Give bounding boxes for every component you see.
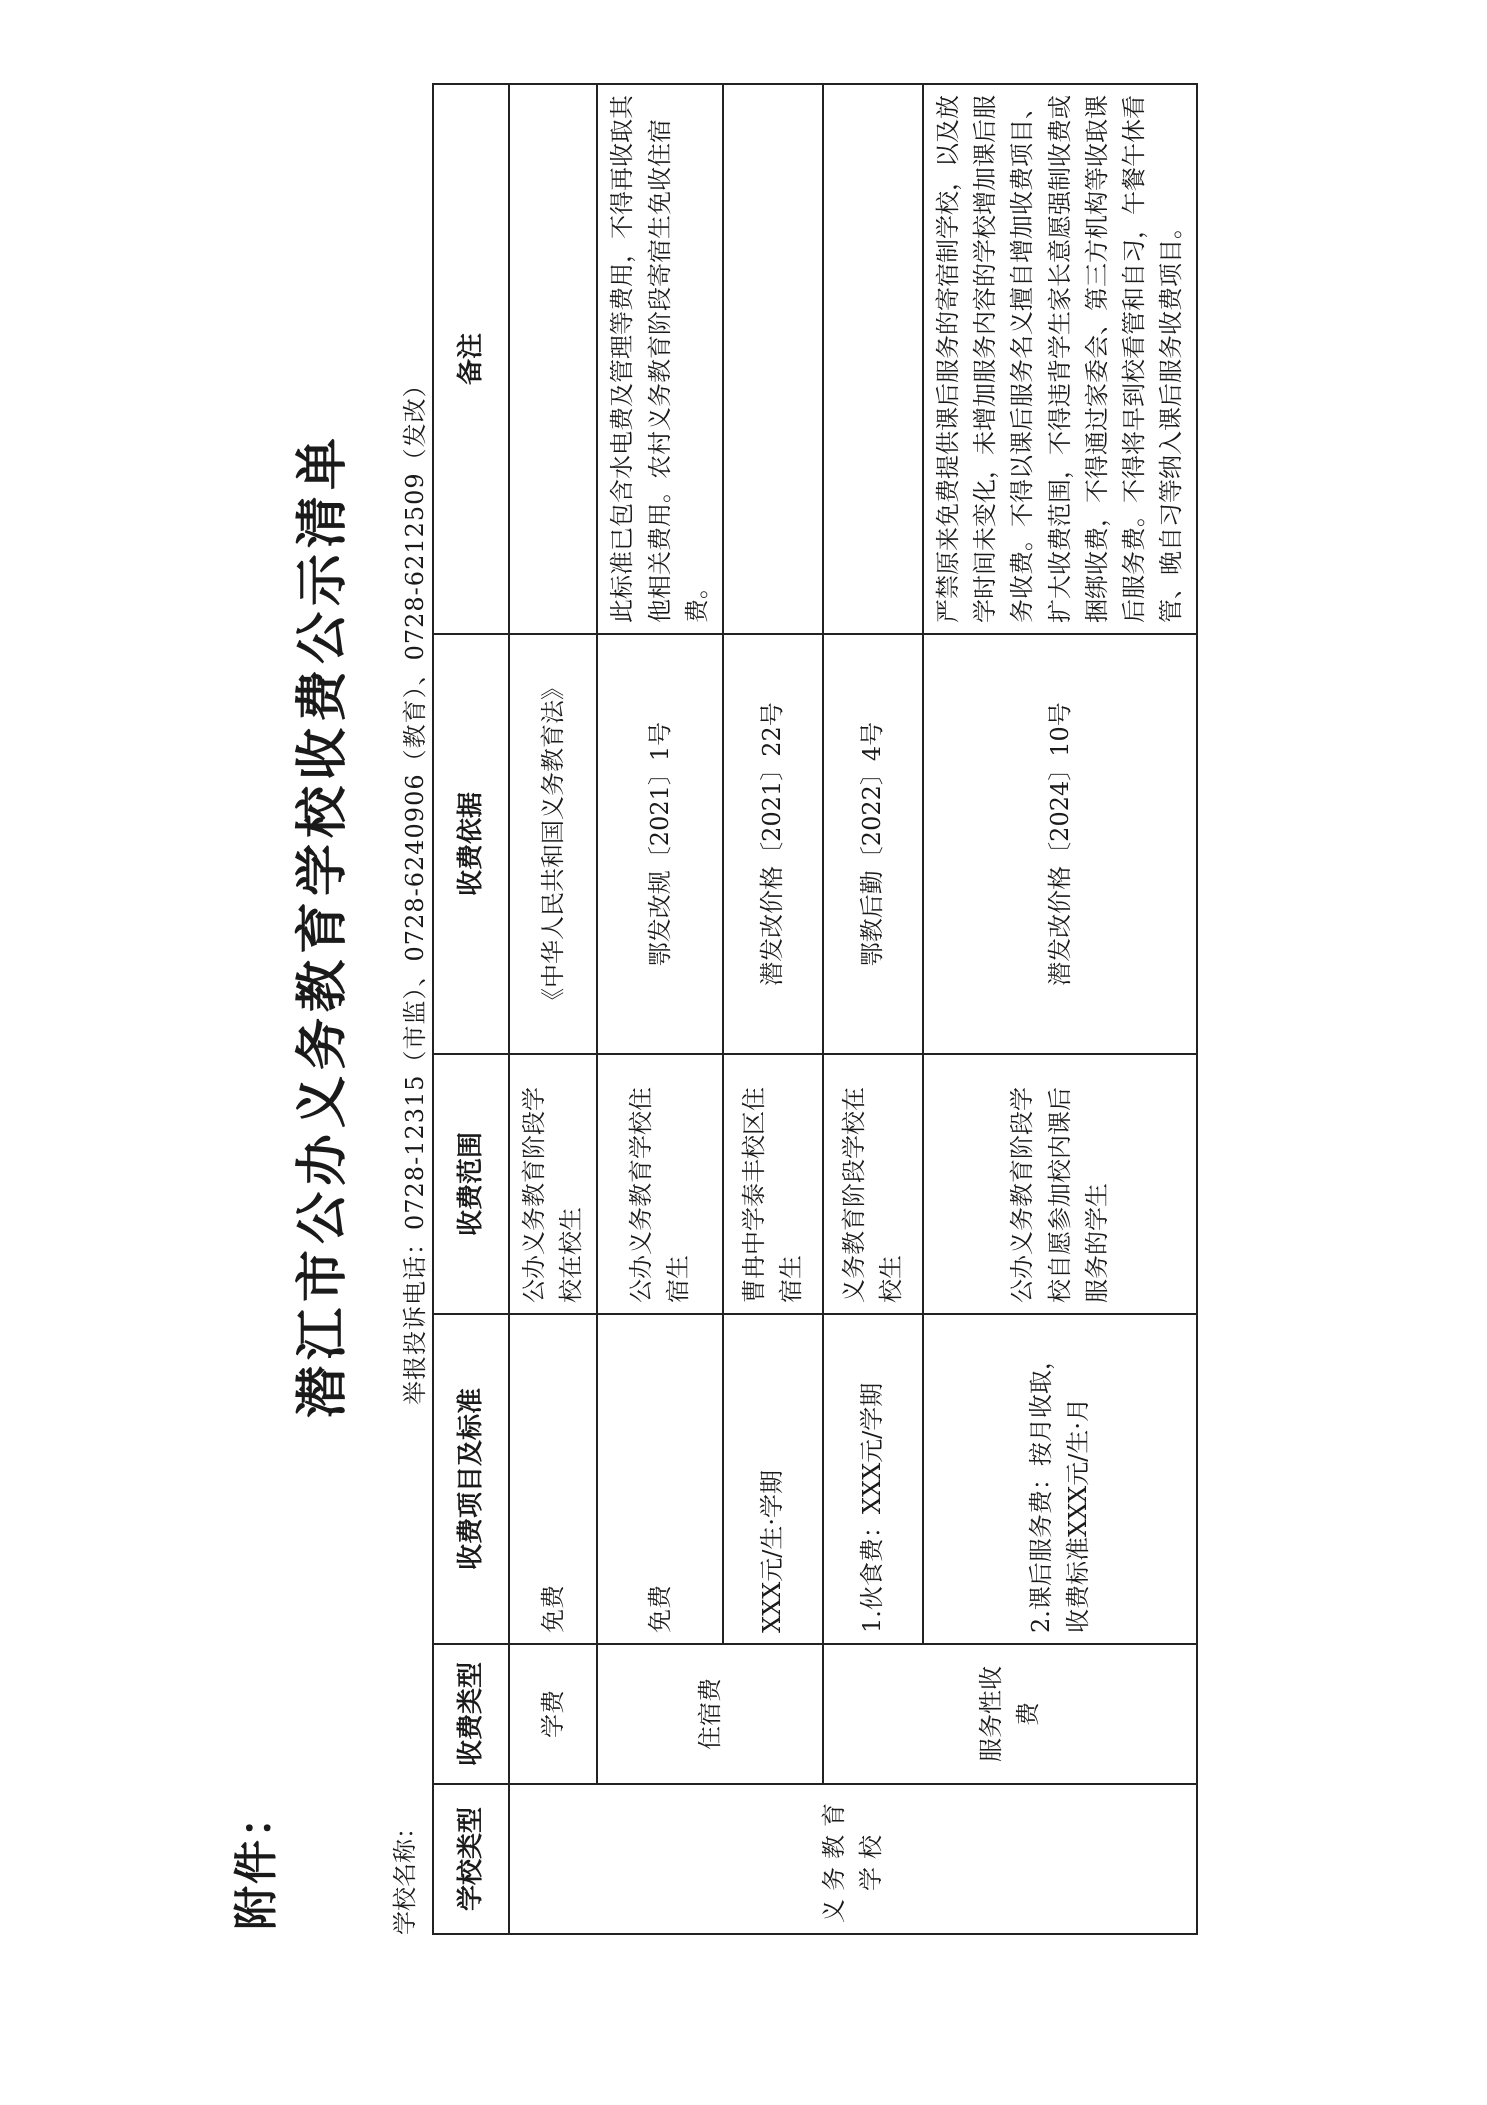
header-item: 收费项目及标准 xyxy=(433,1314,509,1644)
basis-cell: 鄂发改规〔2021〕1号 xyxy=(597,634,723,1054)
note-cell: 严禁原来免费提供课后服务的寄宿制学校，以及放学时间未变化，未增加服务内容的学校增加课后服务收费。不得以课后服务名义擅自增加收费项目、扩大收费范围，不得违背学生家长意愿强制收费或捆绑收费，不得通过家委会、第三方机构等收取课后服务费。不得将早到校看管和自习，午餐午休看管、晚自习等纳入课后服务收费项目。 xyxy=(923,84,1197,634)
note-cell: 此标准已包含水电费及管理等费用，不得再收取其他相关费用。农村义务教育阶段寄宿生免收住宿费。 xyxy=(597,84,723,634)
basis-cell: 潜发改价格〔2021〕22号 xyxy=(723,634,823,1054)
note-cell xyxy=(723,84,823,634)
table-row xyxy=(509,84,597,1934)
table-row xyxy=(823,84,923,1934)
header-fee-type: 收费类型 xyxy=(433,1644,509,1784)
header-scope: 收费范围 xyxy=(433,1054,509,1314)
fee-type-cell: 学费 xyxy=(509,1644,597,1784)
school-name-label: 学校名称： xyxy=(391,1815,419,1935)
table-header-row xyxy=(433,84,509,1934)
scope-cell: 义务教育阶段学校在校生 xyxy=(823,1054,923,1314)
header-school-type: 学校类型 xyxy=(433,1784,509,1934)
basis-cell: 《中华人民共和国义务教育法》 xyxy=(509,634,597,1054)
fee-type-cell: 住宿费 xyxy=(597,1644,823,1784)
item-cell: 1.伙食费：XXX元/学期 xyxy=(823,1314,923,1644)
page-title: 潜江市公办义务教育学校收费公示清单 xyxy=(293,432,353,1419)
header-note: 备注 xyxy=(433,84,509,634)
item-cell: XXX元/生·学期 xyxy=(723,1314,823,1644)
school-type-cell: 义务教育学校 xyxy=(509,1784,1197,1934)
fee-table xyxy=(432,83,1198,1935)
note-cell xyxy=(823,84,923,634)
item-cell: 免费 xyxy=(597,1314,723,1644)
item-cell: 免费 xyxy=(509,1314,597,1644)
scope-cell: 公办义务教育学校住宿生 xyxy=(597,1054,723,1314)
scope-cell: 公办义务教育阶段学校在校生 xyxy=(509,1054,597,1314)
fee-type-cell: 服务性收费 xyxy=(823,1644,1197,1784)
scope-cell: 公办义务教育阶段学校自愿参加校内课后服务的学生 xyxy=(923,1054,1197,1314)
scope-cell: 曹冉中学泰丰校区住宿生 xyxy=(723,1054,823,1314)
attachment-label: 附件： xyxy=(231,1792,282,1930)
header-basis: 收费依据 xyxy=(433,634,509,1054)
item-cell: 2.课后服务费：按月收取，收费标准XXX元/生·月 xyxy=(923,1314,1197,1644)
complaint-hotline: 举报投诉电话：0728-12315（市监）、0728-6240906（教育）、0728-6212509（发改） xyxy=(401,372,429,1405)
table-row xyxy=(597,84,723,1934)
basis-cell: 潜发改价格〔2024〕10号 xyxy=(923,634,1197,1054)
basis-cell: 鄂教后勤〔2022〕4号 xyxy=(823,634,923,1054)
note-cell xyxy=(509,84,597,634)
